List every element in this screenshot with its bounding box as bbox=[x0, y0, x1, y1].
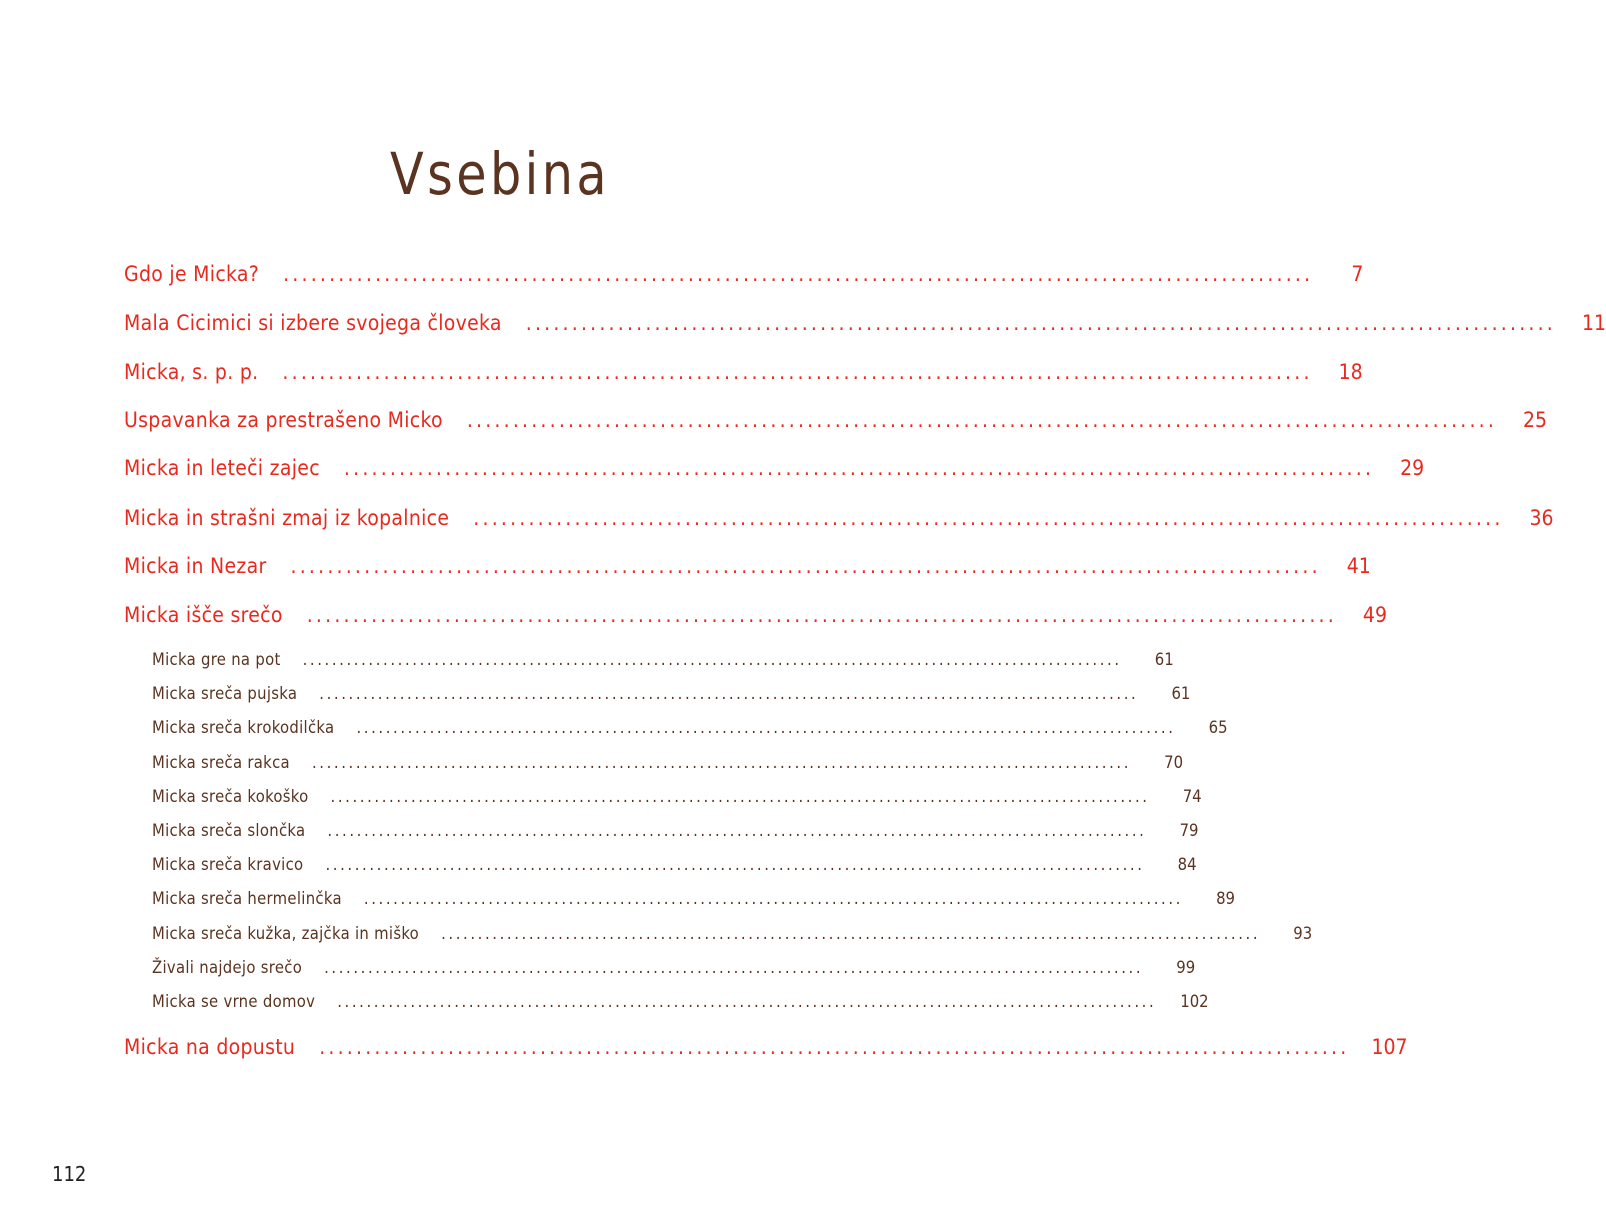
toc-entry-page: 7 bbox=[1351, 262, 1364, 286]
toc-entry-title: Micka sreča pujska bbox=[152, 684, 298, 704]
toc-entry-page: 11 bbox=[1581, 311, 1606, 335]
toc-entry-page: 41 bbox=[1346, 554, 1371, 578]
toc-leader-dots: ................................................................................................................ bbox=[473, 506, 1504, 530]
toc-subentry bbox=[152, 957, 1196, 982]
toc-leader-dots: ................................................................................................................ bbox=[311, 752, 1132, 772]
toc-subentry bbox=[152, 684, 1191, 708]
toc-entry-page: 99 bbox=[1176, 957, 1196, 977]
toc-subentry bbox=[152, 650, 1174, 674]
toc-entry-page: 84 bbox=[1177, 855, 1197, 875]
toc-subentry bbox=[152, 718, 1228, 742]
toc-subentry bbox=[152, 855, 1197, 879]
toc-entry-page: 70 bbox=[1164, 752, 1184, 772]
toc-entry-title: Micka sreča rakca bbox=[152, 752, 290, 772]
toc-entry bbox=[124, 1035, 1408, 1065]
toc-leader-dots: ................................................................................................................ bbox=[356, 718, 1176, 738]
toc-entry bbox=[124, 506, 1554, 536]
toc-entry-title: Micka na dopustu bbox=[124, 1035, 296, 1059]
toc-entry-page: 93 bbox=[1293, 923, 1313, 943]
toc-leader-dots: ................................................................................................................ bbox=[283, 262, 1314, 286]
toc-leader-dots: ................................................................................................................ bbox=[343, 456, 1375, 480]
toc-entry-title: Uspavanka za prestrašeno Micko bbox=[124, 408, 443, 432]
page-number: 112 bbox=[52, 1162, 87, 1186]
toc-entry-page: 65 bbox=[1208, 718, 1228, 738]
toc-entry-title: Micka sreča slončka bbox=[152, 821, 306, 840]
toc-entry-page: 61 bbox=[1171, 684, 1191, 704]
toc-entry-page: 49 bbox=[1362, 603, 1387, 627]
toc-leader-dots: ................................................................................................................ bbox=[441, 923, 1261, 943]
toc-leader-dots: ................................................................................................................ bbox=[466, 408, 1498, 432]
toc-subentry bbox=[152, 821, 1199, 845]
toc-entry bbox=[124, 408, 1548, 438]
toc-leader-dots: ................................................................................................................ bbox=[290, 554, 1321, 578]
toc-leader-dots: ................................................................................................................ bbox=[306, 603, 1337, 627]
toc-entry-title: Živali najdejo srečo bbox=[152, 957, 303, 977]
toc-entry-title: Micka sreča krokodilčka bbox=[152, 718, 335, 738]
toc-leader-dots: ................................................................................................................ bbox=[302, 650, 1122, 669]
toc-entry-page: 79 bbox=[1179, 821, 1199, 840]
toc-entry bbox=[124, 554, 1371, 584]
toc-subentry bbox=[152, 889, 1235, 913]
toc-entry bbox=[124, 262, 1364, 292]
toc-entry-title: Micka in leteči zajec bbox=[124, 456, 320, 480]
toc-entry bbox=[124, 360, 1363, 390]
toc-entry-page: 89 bbox=[1216, 889, 1235, 909]
toc-leader-dots: ................................................................................................................ bbox=[363, 889, 1183, 909]
toc-entry-title: Micka išče srečo bbox=[124, 603, 283, 627]
toc-entry-page: 74 bbox=[1182, 786, 1202, 806]
toc-entry-page: 25 bbox=[1523, 408, 1548, 432]
toc-entry-page: 36 bbox=[1529, 506, 1554, 530]
toc-leader-dots: ................................................................................................................ bbox=[319, 1035, 1350, 1059]
toc-leader-dots: ................................................................................................................ bbox=[337, 992, 1157, 1011]
toc-subentry bbox=[152, 786, 1202, 811]
toc-leader-dots: ................................................................................................................ bbox=[319, 684, 1139, 704]
toc-entry-title: Micka sreča hermelinčka bbox=[152, 889, 342, 909]
toc-entry-title: Mala Cicimici si izbere svojega človeka bbox=[124, 311, 502, 335]
toc-entry-page: 18 bbox=[1338, 360, 1363, 384]
toc-entry-title: Micka gre na pot bbox=[152, 650, 281, 669]
toc-entry bbox=[124, 311, 1606, 341]
toc-entry-title: Micka se vrne domov bbox=[152, 992, 316, 1011]
toc-entry-title: Micka sreča kokoško bbox=[152, 786, 309, 806]
toc-entry-title: Micka sreča kravico bbox=[152, 855, 304, 875]
toc-subentry bbox=[152, 752, 1184, 777]
toc-entry bbox=[124, 456, 1425, 486]
toc-entry-title: Micka in Nezar bbox=[124, 554, 267, 578]
toc-entry-title: Gdo je Micka? bbox=[124, 262, 260, 286]
page-title: Vsebina bbox=[390, 140, 610, 208]
toc-leader-dots: ................................................................................................................ bbox=[525, 311, 1557, 335]
toc-entry bbox=[124, 603, 1387, 633]
toc-leader-dots: ................................................................................................................ bbox=[330, 786, 1150, 806]
toc-entry-title: Micka sreča kužka, zajčka in miško bbox=[152, 923, 420, 943]
toc-subentry bbox=[152, 923, 1313, 948]
toc-leader-dots: ................................................................................................................ bbox=[325, 855, 1145, 875]
toc-leader-dots: ................................................................................................................ bbox=[324, 957, 1144, 977]
toc-entry-title: Micka in strašni zmaj iz kopalnice bbox=[124, 506, 450, 530]
toc-leader-dots: ................................................................................................................ bbox=[327, 821, 1147, 840]
toc-leader-dots: ................................................................................................................ bbox=[282, 360, 1313, 384]
toc-entry-title: Micka, s. p. p. bbox=[124, 360, 259, 384]
toc-entry-page: 61 bbox=[1154, 650, 1174, 669]
toc-entry-page: 107 bbox=[1371, 1035, 1408, 1059]
toc-entry-page: 29 bbox=[1400, 456, 1425, 480]
toc-entry-page: 102 bbox=[1180, 992, 1209, 1011]
toc-subentry bbox=[152, 992, 1209, 1016]
